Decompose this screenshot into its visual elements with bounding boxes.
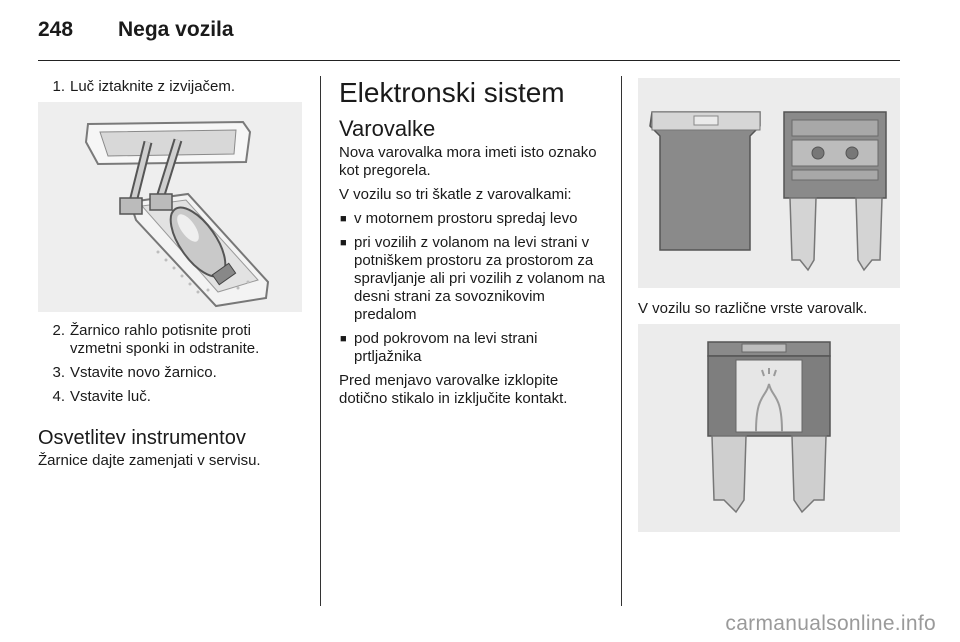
step-item — [38, 388, 304, 406]
steps-list-a — [38, 78, 304, 96]
mini-fuse-illustration — [638, 324, 900, 532]
step-text: Žarnico rahlo potisnite proti vzmetni sponki in odstranite. — [70, 322, 260, 357]
page-header — [38, 18, 900, 61]
lamp-removal-illustration — [38, 102, 302, 312]
step-number: 3. — [52, 364, 65, 381]
paragraph: V vozilu so tri škatle z varovalkami: — [339, 186, 572, 203]
lamp-illustration-icon — [38, 102, 302, 312]
step-number: 4. — [52, 388, 65, 405]
bullet-text: pri vozilih z volanom na levi strani v potniškem prostoru za prostorom za spravljanje ali pri vozilih z volanom na desni strani za sovoznikovim predalom — [354, 234, 605, 323]
column-divider-2 — [621, 76, 622, 606]
step-item — [38, 364, 304, 382]
bullet-item — [339, 330, 607, 366]
step-number: 1. — [52, 78, 65, 95]
step-item — [38, 322, 304, 358]
paragraph: Nova varovalka mora imeti isto oznako kot pregorela. — [339, 144, 597, 179]
bullet-text: pod pokrovom na levi strani prtljažnika — [354, 330, 538, 365]
column-divider-1 — [320, 76, 321, 606]
left-column — [38, 78, 304, 476]
bullet-item — [339, 210, 607, 228]
bullet-text: v motornem prostoru spredaj levo — [354, 210, 578, 227]
fuse-types-illustration — [638, 78, 900, 288]
section-text: Žarnice dajte zamenjati v servisu. — [38, 452, 261, 469]
right-column — [638, 78, 900, 532]
step-text: Vstavite novo žarnico. — [70, 364, 217, 381]
paragraph: Pred menjavo varovalke izklopite dotično stikalo in izključite kontakt. — [339, 372, 568, 407]
bullet-square-icon: ■ — [340, 213, 347, 225]
section-heading: Osvetlitev instrumentov — [38, 427, 246, 449]
fuse-pair-icon — [638, 78, 900, 288]
figure-caption: V vozilu so različne vrste varovalk. — [638, 300, 868, 317]
bullet-square-icon: ■ — [340, 237, 347, 249]
bullet-item — [339, 234, 607, 324]
step-text: Vstavite luč. — [70, 388, 151, 405]
page-number: 248 — [38, 18, 74, 41]
middle-column — [339, 78, 607, 414]
bullet-square-icon: ■ — [340, 333, 347, 345]
chapter-heading: Elektronski sistem — [339, 77, 565, 108]
step-text: Luč iztaknite z izvijačem. — [70, 78, 236, 95]
step-number: 2. — [52, 322, 65, 339]
step-item — [38, 78, 304, 96]
watermark: carmanualsonline.info — [725, 612, 936, 635]
steps-list-b — [38, 322, 304, 406]
mini-fuse-icon — [638, 324, 900, 532]
subsection-heading: Varovalke — [339, 116, 436, 141]
page-title: Nega vozila — [118, 18, 234, 41]
